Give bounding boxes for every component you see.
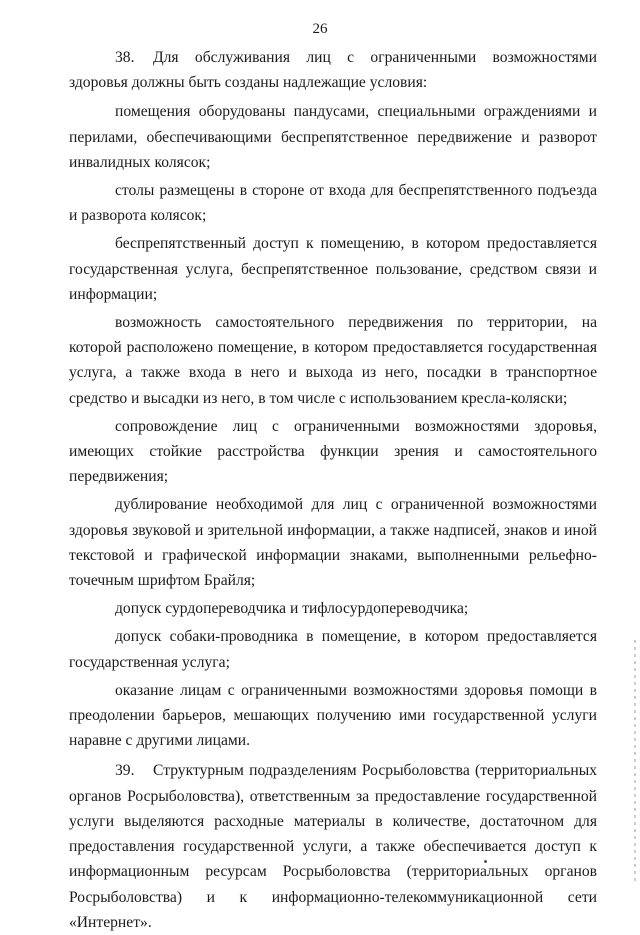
list-item: беспрепятственный доступ к помещению, в котором предоставляется государственная услуга, беспрепятственное пользование, средством связи и информации; [69,235,597,303]
scan-speck [484,860,487,863]
point-38 [69,45,597,95]
list-item: допуск собаки-проводника в помещение, в котором предоставляется государственная услуга; [69,628,597,671]
list-item: возможность самостоятельного передвижения по территории, на которой расположено помещение, в котором предоставляется государственная услуга, а также входа в него и выхода из него, посадки в транспортное средство и высадки из него, в том числе с использованием кресла-коляски; [69,314,597,407]
list-item: помещения оборудованы пандусами, специальными ограждениями и перилами, обеспечивающими беспрепятственное передвижение и разворот инвалидных колясок; [69,103,597,171]
list-item: сопровождение лиц с ограниченными возможностями здоровья, имеющих стойкие расстройства функции зрения и самостоятельного передвижения; [69,417,597,486]
point-39-number: 39. [115,762,135,780]
point-38-text: Для обслуживания лиц с ограниченными возможностями здоровья должны быть созданы надлежащие условия: [69,49,597,92]
list-item: столы размещены в стороне от входа для беспрепятственного подъезда и разворота колясок; [69,182,597,225]
list-item: оказание лицам с ограниченными возможностями здоровья помощи в преодолении барьеров, мешающих получению ими государственной услуги наравне с другими лицами. [69,681,597,750]
document-body [69,45,597,935]
scan-margin-mark [634,640,636,885]
point-39 [69,758,597,934]
point-38-number: 38. [115,49,135,66]
list-item: допуск сурдопереводчика и тифлосурдопереводчика; [115,600,469,618]
page-number: 26 [312,21,328,37]
point-39-text: Структурным подразделениям Росрыболовства (территориальных органов Росрыболовства), ответственным за предоставление государственной услуги выделяются расходные материалы в количестве, достаточном для предоставления государственной услуги, а также обеспечивается доступ к информационным ресурсам Росрыболовства (территориальных органов Росрыболовства) и к информационно-телекоммуникационной сети «Интернет». [69,762,597,931]
list-item: дублирование необходимой для лиц с ограниченной возможностями здоровья звуковой и зрительной информации, а также надписей, знаков и иной текстовой и графической информации знаками, выполненными рельефно-точечным шрифтом Брайля; [69,496,597,590]
